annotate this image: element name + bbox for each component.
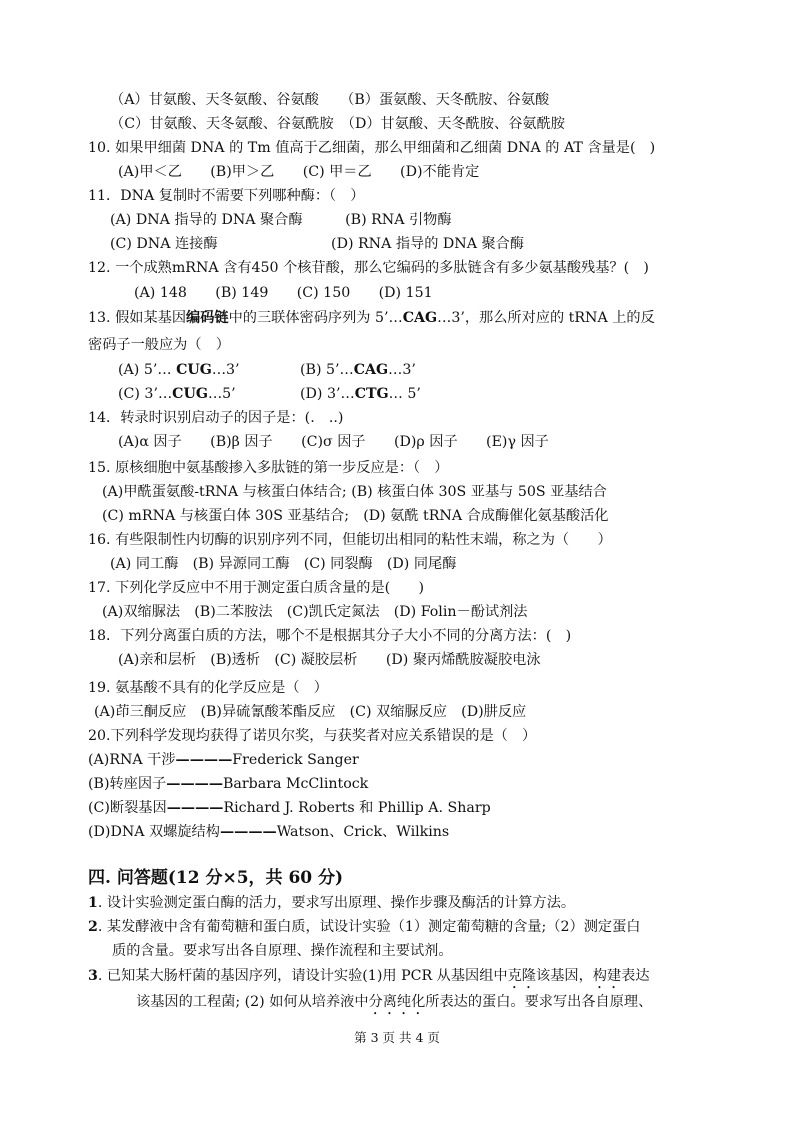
q20-option-c-label: (C)断裂基因 <box>88 800 167 816</box>
q20-option-b-label: (B)转座因子 <box>88 776 167 792</box>
question-15: 15. 原核细胞中氨基酸掺入多肽链的第一步反应是：（ ） <box>88 460 449 476</box>
q12-options: (A) 148 (B) 149 (C) 150 (D) 151 <box>134 285 433 301</box>
essay-q2-number: 2 <box>88 919 98 935</box>
q20-option-b-dash: ———— <box>166 776 223 792</box>
q11-options-ab: (A) DNA 指导的 DNA 聚合酶 (B) RNA 引物酶 <box>110 212 452 228</box>
q20-option-a-dash: ———— <box>175 752 233 768</box>
essay-question-3 <box>88 966 650 992</box>
q13-option-c-pre: (C) 3’… <box>118 386 173 402</box>
q20-option-b <box>88 774 368 794</box>
q20-option-a <box>88 750 359 770</box>
essay-q2-text-line2: 质的含量。要求写出各自原理、操作流程和主要试剂。 <box>112 943 453 959</box>
essay-q2-text-line1: . 某发酵液中含有葡萄糖和蛋白质，试设计实验（1）测定葡萄糖的含量;（2）测定蛋白 <box>97 919 641 935</box>
essay-q3-number: 3 <box>88 968 98 984</box>
essay-q1-number: 1 <box>88 895 98 911</box>
q13-option-b-post: …3’ <box>388 362 416 378</box>
q10-options: (A)甲＜乙 (B)甲＞乙 (C) 甲＝乙 (D)不能肯定 <box>118 164 480 180</box>
question-20: 20.下列科学发现均获得了诺贝尔奖，与获奖者对应关系错误的是（ ） <box>88 728 537 744</box>
question-10: 10. 如果甲细菌 DNA 的 Tm 值高于乙细菌，那么甲细菌和乙细菌 DNA 的 AT 含量是( ) <box>88 140 656 156</box>
q13-option-a-post: …3’ <box>211 362 240 378</box>
essay-question-3-line2 <box>136 992 652 1018</box>
question-14: 14．转录时识别启动子的因子是：(. ..) <box>88 410 344 426</box>
q13-option-a-codon: CUG <box>176 362 212 378</box>
essay-q3-emphasis-clone: 克隆 <box>507 968 536 984</box>
question-13 <box>88 308 655 328</box>
q13-text-mid: 中的三联体密码序列为 5’… <box>228 310 403 326</box>
q19-options: (A)茚三酮反应 (B)异硫氰酸苯酯反应 (C) 双缩脲反应 (D)肼反应 <box>94 704 527 720</box>
q13-option-b-pre: (B) 5’… <box>300 362 354 378</box>
q20-option-c <box>88 798 491 818</box>
q13-text-pre: 13. 假如某基因 <box>88 310 187 326</box>
essay-q3-text-b1: 该基因的工程菌; (2) 如何从培养液中 <box>136 994 369 1010</box>
question-18: 18．下列分离蛋白质的方法，哪个不是根据其分子大小不同的分离方法：( ) <box>88 628 572 644</box>
q13-option-a <box>118 360 240 380</box>
q20-option-a-name: Frederick Sanger <box>232 752 359 768</box>
q13-option-c <box>118 384 236 404</box>
essay-q3-emphasis-construct: 构建 <box>592 968 622 984</box>
q16-options: (A) 同工酶 (B) 异源同工酶 (C) 同裂酶 (D) 同尾酶 <box>110 556 457 572</box>
q20-option-d-dash: ———— <box>219 824 277 840</box>
q13-text-post: …3’，那么所对应的 tRNA 上的反 <box>437 310 655 326</box>
q20-option-d <box>88 822 449 842</box>
page-footer: 第 3 页 共 4 页 <box>354 1030 440 1045</box>
q20-option-d-label: (D)DNA 双螺旋结构 <box>88 824 220 840</box>
essay-question-1 <box>88 893 575 913</box>
q13-coding-strand: 编码链 <box>186 310 229 326</box>
question-16: 16. 有些限制性内切酶的识别序列不同，但能切出相同的粘性末端，称之为（ ） <box>88 532 612 548</box>
q13-codon: CAG <box>402 310 438 326</box>
q13-option-d <box>300 384 421 404</box>
q15-options-cd: (C) mRNA 与核蛋白体 30S 亚基结合; (D) 氨酰 tRNA 合成酶催化氨基酸活化 <box>102 508 609 524</box>
q14-options: (A)α 因子 (B)β 因子 (C)σ 因子 (D)ρ 因子 (E)γ 因子 <box>118 434 549 450</box>
question-11: 11．DNA 复制时不需要下列哪种酶：（ ） <box>88 188 365 204</box>
essay-q3-text-a3: 表达 <box>621 968 650 984</box>
q13-option-c-codon: CUG <box>172 386 208 402</box>
q20-option-c-dash: ———— <box>166 800 224 816</box>
essay-q3-text-b2: 所表达的蛋白。要求写出各自原理、 <box>425 994 653 1010</box>
q13-option-a-pre: (A) 5’… <box>118 362 177 378</box>
q11-options-cd: (C) DNA 连接酶 (D) RNA 指导的 DNA 聚合酶 <box>110 236 525 252</box>
essay-question-2 <box>88 917 640 937</box>
section-4-heading: 四. 问答题(12 分×5，共 60 分) <box>88 868 344 888</box>
q20-option-a-label: (A)RNA 干涉 <box>88 752 176 768</box>
essay-q1-text: . 设计实验测定蛋白酶的活力，要求写出原理、操作步骤及酶活的计算方法。 <box>97 895 576 911</box>
q13-option-d-post: … 5’ <box>388 386 421 402</box>
question-17: 17. 下列化学反应中不用于测定蛋白质含量的是( ) <box>88 580 425 596</box>
question-19: 19. 氨基酸不具有的化学反应是（ ） <box>88 680 328 696</box>
q17-options: (A)双缩脲法 (B)二苯胺法 (C)凯氏定氮法 (D) Folin－酚试剂法 <box>102 604 528 620</box>
q15-options-ab: (A)甲酰蛋氨酸-tRNA 与核蛋白体结合; (B) 核蛋白体 30S 亚基与 50S 亚基结合 <box>102 484 607 500</box>
q13-option-d-codon: CTG <box>354 386 389 402</box>
q20-option-d-name: Watson、Crick、Wilkins <box>276 824 450 840</box>
essay-q3-emphasis-purify: 分离纯化 <box>368 994 426 1010</box>
q13-option-c-post: …5’ <box>207 386 236 402</box>
question-12: 12. 一个成熟mRNA 含有450 个核苷酸，那么它编码的多肽链含有多少氨基酸残基？( ) <box>88 260 649 276</box>
q13-option-b-codon: CAG <box>353 362 389 378</box>
question-13-line2: 密码子一般应为（ ） <box>88 337 230 353</box>
essay-q3-text-a2: 该基因， <box>536 968 593 984</box>
q9-options-ab: （A）甘氨酸、天冬氨酸、谷氨酸 （B）蛋氨酸、天冬酰胺、谷氨酸 <box>110 92 550 108</box>
q13-option-b <box>300 360 416 380</box>
q20-option-b-name: Barbara McClintock <box>223 776 369 792</box>
q13-option-d-pre: (D) 3’… <box>300 386 355 402</box>
q20-option-c-name: Richard J. Roberts 和 Phillip A. Sharp <box>223 800 491 816</box>
q18-options: (A)亲和层析 (B)透析 (C) 凝胶层析 (D) 聚丙烯酰胺凝胶电泳 <box>118 652 541 668</box>
essay-q3-text-a1: . 已知某大肠杆菌的基因序列，请设计实验(1)用 PCR 从基因组中 <box>97 968 508 984</box>
q9-options-cd: （C）甘氨酸、天冬氨酸、谷氨酰胺 （D）甘氨酸、天冬酰胺、谷氨酰胺 <box>110 116 565 132</box>
